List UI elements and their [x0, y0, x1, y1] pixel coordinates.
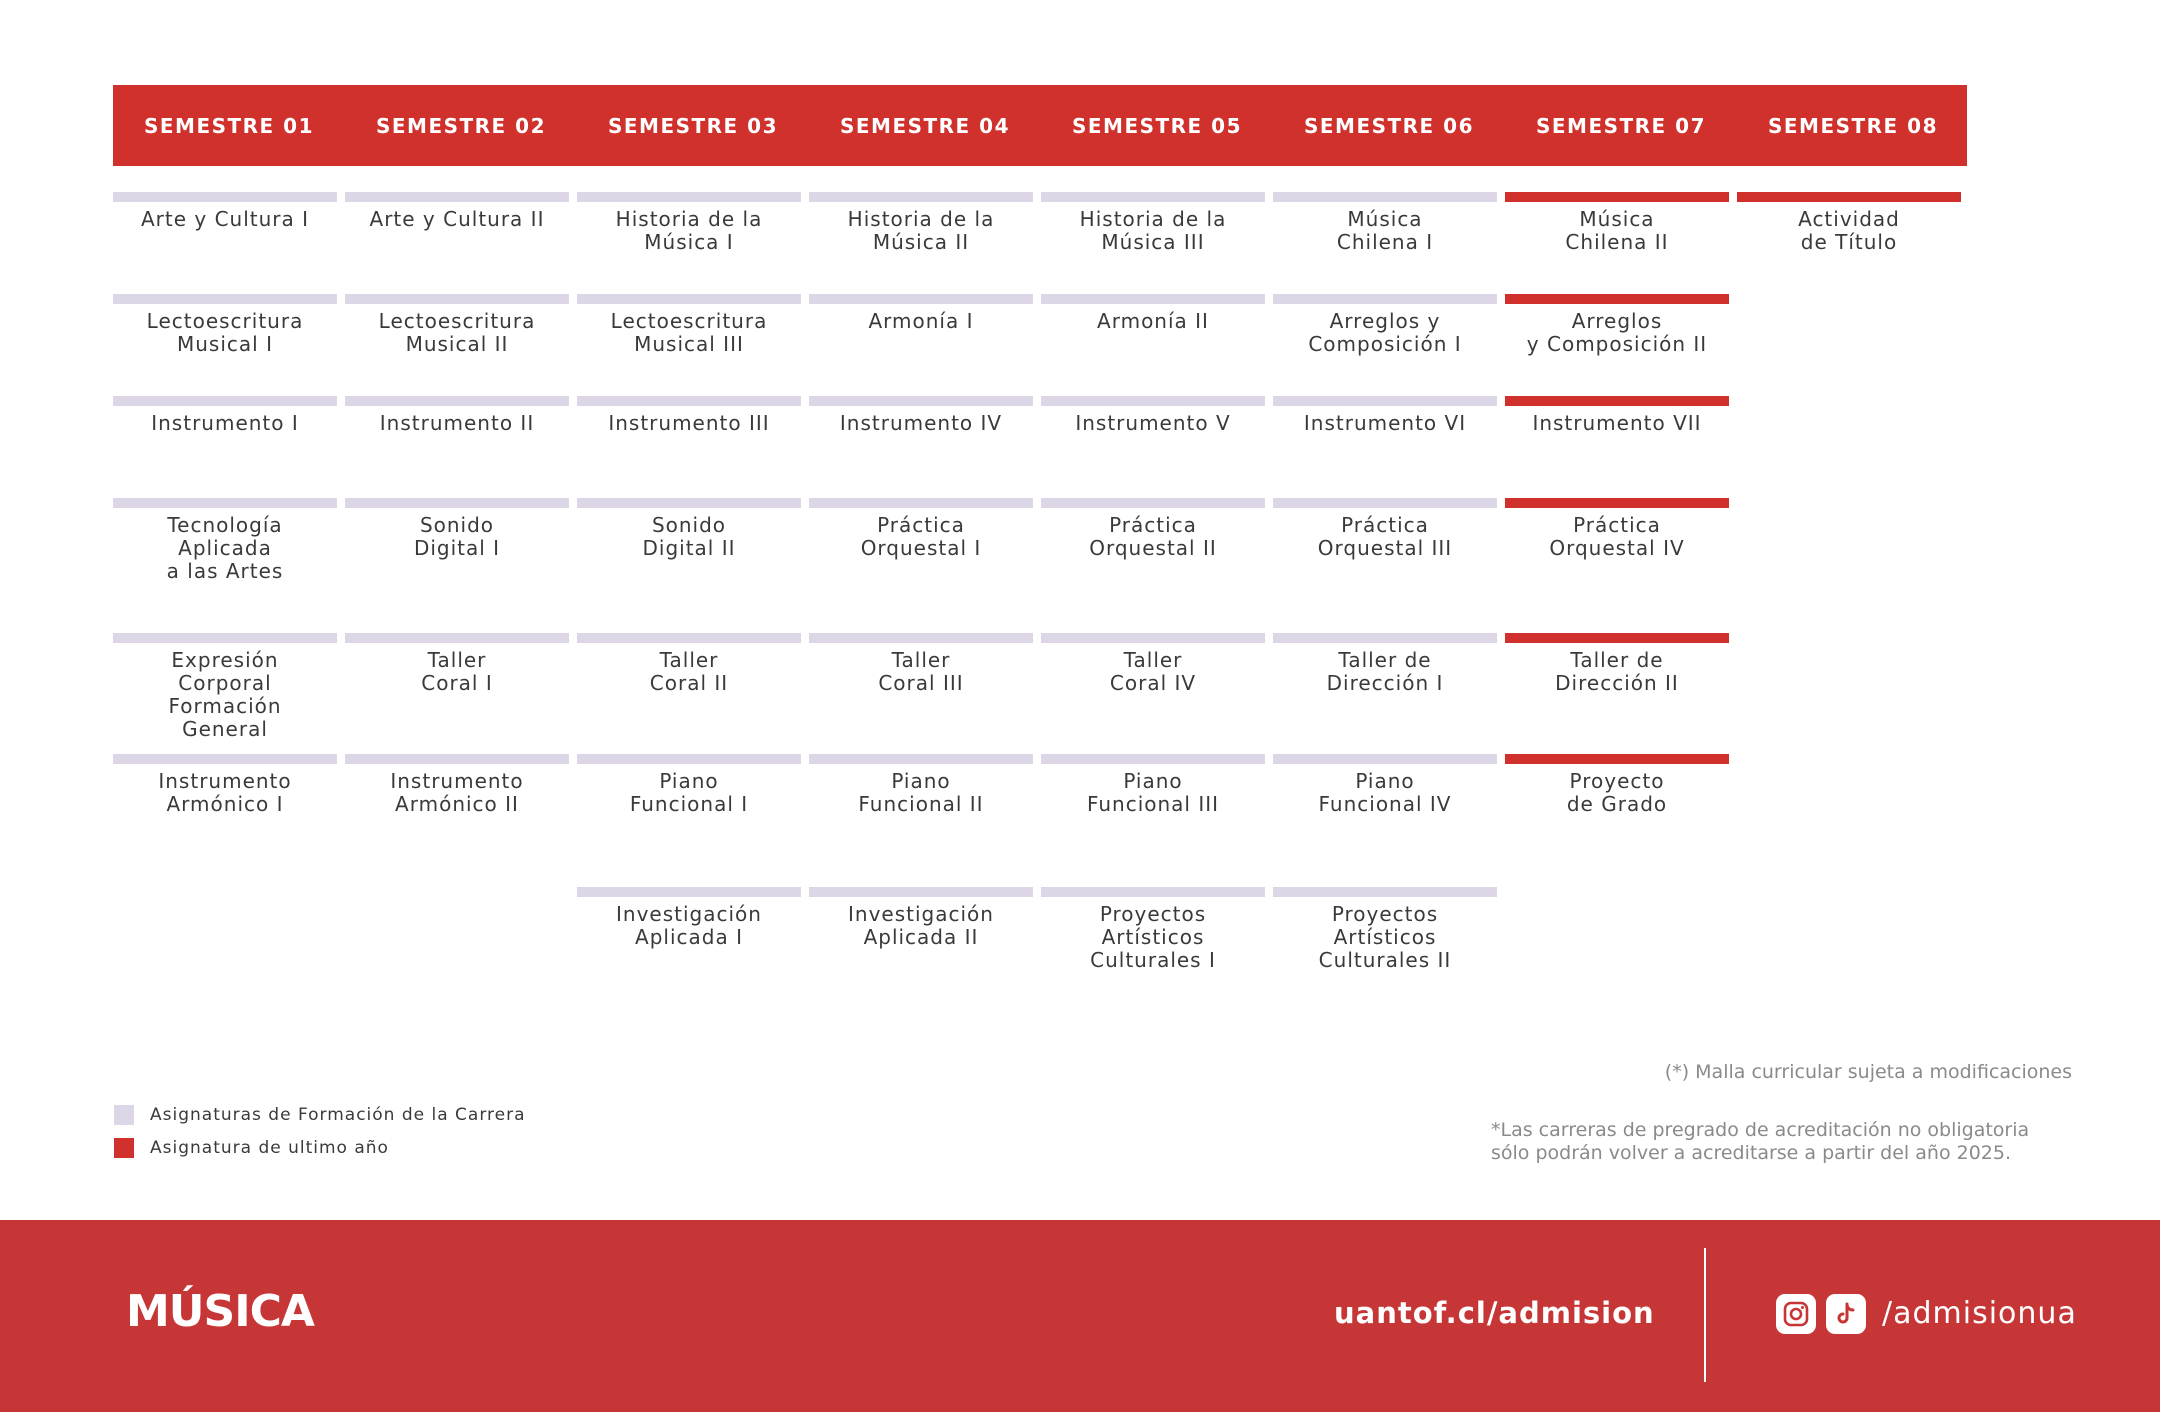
- course-bar: [1273, 294, 1497, 304]
- course-name: Investigación Aplicada I: [616, 902, 762, 949]
- course-bar: [113, 754, 337, 764]
- footer: [0, 1220, 2160, 1412]
- course-name: Instrumento Armónico I: [158, 769, 292, 816]
- course-bar: [809, 498, 1033, 508]
- course-bar: [345, 633, 569, 643]
- course-bar-final: [1505, 498, 1729, 508]
- course-name: Instrumento III: [608, 411, 770, 435]
- course-name: Lectoescritura Musical II: [378, 309, 536, 356]
- course-bar: [1041, 192, 1265, 202]
- legend-item-final-year: [114, 1138, 389, 1158]
- course-name: Instrumento V: [1075, 411, 1231, 435]
- course-name: Sonido Digital I: [413, 513, 501, 560]
- course-bar: [345, 754, 569, 764]
- course-bar: [1041, 754, 1265, 764]
- course-name: Práctica Orquestal II: [1089, 513, 1217, 560]
- course-name: Lectoescritura Musical I: [146, 309, 304, 356]
- course-bar: [809, 294, 1033, 304]
- course-name: Piano Funcional III: [1086, 769, 1220, 816]
- course-name: Taller de Dirección II: [1555, 648, 1679, 695]
- semester-title: SEMESTRE 08: [1767, 113, 1939, 138]
- modifications-note: (*) Malla curricular sujeta a modificaciones: [1664, 1061, 2072, 1083]
- course-bar: [809, 887, 1033, 897]
- course-bar: [113, 633, 337, 643]
- course-bar-final: [1505, 192, 1729, 202]
- course-name: Música Chilena I: [1336, 207, 1434, 254]
- instagram-icon[interactable]: [1776, 1294, 1816, 1334]
- course-name: Arreglos y Composición II: [1526, 309, 1708, 356]
- admission-url-link[interactable]: uantof.cl/admision: [1334, 1296, 1655, 1330]
- course-bar: [809, 396, 1033, 406]
- course-bar: [1273, 192, 1497, 202]
- course-bar: [809, 633, 1033, 643]
- course-name: Piano Funcional II: [858, 769, 984, 816]
- footer-divider: [1704, 1248, 1706, 1382]
- course-name: Expresión Corporal Formación General: [168, 648, 282, 741]
- course-bar: [1041, 633, 1265, 643]
- course-name: Taller Coral II: [649, 648, 729, 695]
- course-name: Historia de la Música II: [847, 207, 995, 254]
- course-bar-final: [1505, 633, 1729, 643]
- course-bar: [577, 887, 801, 897]
- legend-swatch-lavender: [114, 1105, 134, 1125]
- course-bar: [345, 396, 569, 406]
- course-name: Historia de la Música III: [1079, 207, 1227, 254]
- course-name: Instrumento VII: [1532, 411, 1702, 435]
- semester-title: SEMESTRE 03: [607, 113, 779, 138]
- course-bar: [577, 294, 801, 304]
- semester-title: SEMESTRE 04: [839, 113, 1011, 138]
- tiktok-icon[interactable]: [1826, 1294, 1866, 1334]
- semester-title: SEMESTRE 01: [143, 113, 315, 138]
- course-name: Taller de Dirección I: [1326, 648, 1444, 695]
- course-name: Arte y Cultura I: [140, 207, 310, 231]
- semester-title: SEMESTRE 06: [1303, 113, 1475, 138]
- course-name: Instrumento Armónico II: [390, 769, 524, 816]
- legend-label: Asignatura de ultimo año: [150, 1138, 389, 1158]
- course-bar: [345, 192, 569, 202]
- course-bar-final: [1505, 294, 1729, 304]
- course-name: Armonía I: [868, 309, 974, 333]
- course-bar: [113, 294, 337, 304]
- brand-title: MÚSICA: [126, 1286, 314, 1337]
- course-bar: [345, 294, 569, 304]
- legend-label: Asignaturas de Formación de la Carrera: [150, 1105, 526, 1125]
- course-name: Música Chilena II: [1565, 207, 1669, 254]
- course-name: Instrumento I: [151, 411, 299, 435]
- course-bar: [1273, 498, 1497, 508]
- course-bar: [809, 192, 1033, 202]
- semester-title: SEMESTRE 07: [1535, 113, 1707, 138]
- course-name: Piano Funcional I: [629, 769, 749, 816]
- course-bar: [1041, 887, 1265, 897]
- course-name: Proyecto de Grado: [1566, 769, 1668, 816]
- course-bar: [577, 192, 801, 202]
- course-name: Arreglos y Composición I: [1308, 309, 1462, 356]
- course-name: Piano Funcional IV: [1318, 769, 1452, 816]
- course-bar: [1041, 294, 1265, 304]
- course-bar-final: [1505, 754, 1729, 764]
- course-name: Proyectos Artísticos Culturales I: [1090, 902, 1216, 972]
- course-name: Actividad de Título: [1798, 207, 1900, 254]
- course-name: Práctica Orquestal IV: [1549, 513, 1685, 560]
- legend-swatch-red: [114, 1138, 134, 1158]
- semester-title: SEMESTRE 05: [1071, 113, 1243, 138]
- course-bar: [345, 498, 569, 508]
- course-bar: [577, 396, 801, 406]
- course-name: Instrumento IV: [839, 411, 1003, 435]
- course-bar: [1041, 498, 1265, 508]
- course-bar: [809, 754, 1033, 764]
- course-bar-final: [1737, 192, 1961, 202]
- course-name: Instrumento II: [379, 411, 535, 435]
- semester-title: SEMESTRE 02: [375, 113, 547, 138]
- accreditation-note: *Las carreras de pregrado de acreditación no obligatoria sólo podrán volver a acreditarse a partir del año 2025.: [1491, 1119, 2030, 1164]
- course-bar: [113, 396, 337, 406]
- course-name: Práctica Orquestal I: [860, 513, 982, 560]
- course-bar: [1273, 396, 1497, 406]
- semester-header-bar: [113, 85, 1967, 166]
- course-name: Práctica Orquestal III: [1317, 513, 1453, 560]
- course-bar: [1273, 887, 1497, 897]
- course-bar: [1273, 754, 1497, 764]
- course-bar: [1041, 396, 1265, 406]
- course-bar: [577, 633, 801, 643]
- course-name: Arte y Cultura II: [369, 207, 545, 231]
- course-bar: [113, 192, 337, 202]
- legend-item-formation: [114, 1105, 526, 1125]
- course-name: Lectoescritura Musical III: [610, 309, 768, 356]
- social-handle[interactable]: /admisionua: [1882, 1296, 2077, 1331]
- course-name: Proyectos Artísticos Culturales II: [1318, 902, 1452, 972]
- course-name: Taller Coral IV: [1109, 648, 1197, 695]
- course-bar-final: [1505, 396, 1729, 406]
- course-name: Taller Coral III: [878, 648, 964, 695]
- course-bar: [113, 498, 337, 508]
- course-name: Sonido Digital II: [642, 513, 736, 560]
- course-name: Taller Coral I: [421, 648, 493, 695]
- course-bar: [577, 498, 801, 508]
- course-name: Historia de la Música I: [615, 207, 763, 254]
- course-name: Instrumento VI: [1303, 411, 1467, 435]
- course-name: Armonía II: [1097, 309, 1209, 333]
- course-bar: [1273, 633, 1497, 643]
- course-bar: [577, 754, 801, 764]
- course-name: Investigación Aplicada II: [848, 902, 994, 949]
- course-name: Tecnología Aplicada a las Artes: [166, 513, 284, 583]
